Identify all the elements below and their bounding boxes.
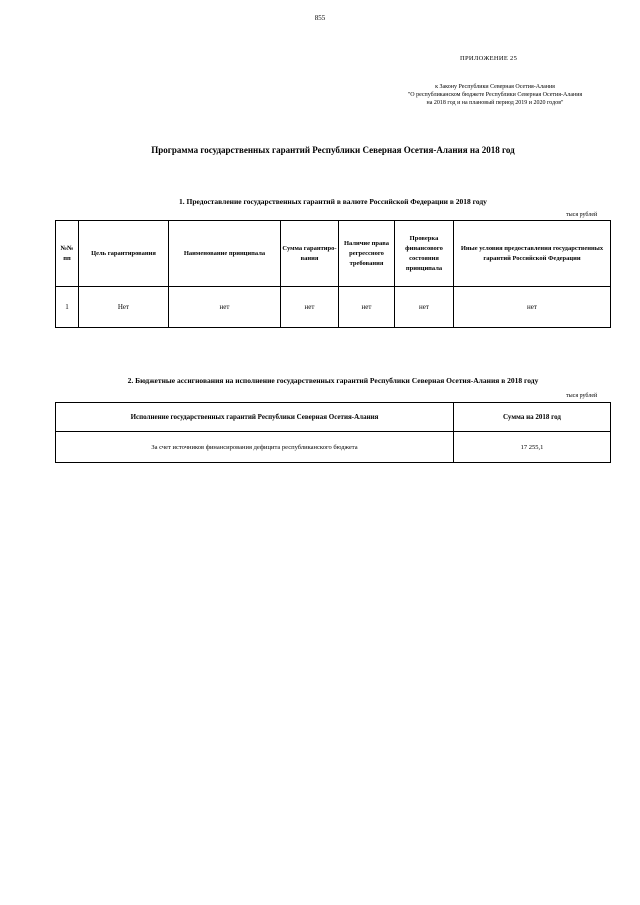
table-cell: нет	[339, 287, 395, 328]
column-header: №№ пп	[56, 221, 79, 287]
table-row	[56, 287, 611, 328]
column-header: Цель гарантирования	[79, 221, 169, 287]
table-cell: 1	[56, 287, 79, 328]
law-ref-line: к Закону Республики Северная Осетия-Алания	[435, 84, 555, 90]
column-header: Сумма на 2018 год	[454, 403, 611, 432]
section1-title: 1. Предоставление государственных гарантий в валюте Российской Федерации в 2018 году	[179, 197, 487, 206]
table-cell: За счет источников финансирования дефицита республиканского бюджета	[56, 432, 454, 463]
section2-units: тыся рублей	[566, 393, 598, 399]
column-header: Наличие права регрессного требования	[339, 221, 395, 287]
table-cell: 17 255,1	[454, 432, 611, 463]
document-title: Программа государственных гарантий Республики Северная Осетия-Алания на 2018 год	[151, 145, 515, 155]
section1-units: тыся рублей	[566, 212, 598, 218]
appendix-label: ПРИЛОЖЕНИЕ 25	[460, 55, 518, 62]
column-header: Исполнение государственных гарантий Республики Северная Осетия-Алания	[56, 403, 454, 432]
law-ref-line: "О республиканском бюджете Республики Северная Осетия-Алания	[407, 92, 583, 98]
table-header-row	[56, 403, 611, 432]
section2-title: 2. Бюджетные ассигнования на исполнение государственных гарантий Республики Северная Осетия-Алания в 2018 году	[127, 376, 539, 385]
table-header-row	[56, 221, 611, 287]
page-number: 855	[314, 14, 326, 22]
table-cell: нет	[454, 287, 611, 328]
guarantees-table	[55, 220, 611, 328]
law-reference	[380, 83, 610, 107]
table-cell: Нет	[79, 287, 169, 328]
column-header: Проверка финансового состояния принципала	[395, 221, 454, 287]
column-header: Сумма гарантиро-вания	[281, 221, 339, 287]
budget-allocations-table	[55, 402, 611, 463]
law-ref-line: на 2018 год и на плановый период 2019 и 2020 годов"	[426, 100, 564, 106]
table-cell: нет	[395, 287, 454, 328]
table-cell: нет	[169, 287, 281, 328]
table-row	[56, 432, 611, 463]
column-header: Иные условия предоставления государственных гарантий Российской Федерации	[454, 221, 611, 287]
table-cell: нет	[281, 287, 339, 328]
column-header: Наименование принципала	[169, 221, 281, 287]
